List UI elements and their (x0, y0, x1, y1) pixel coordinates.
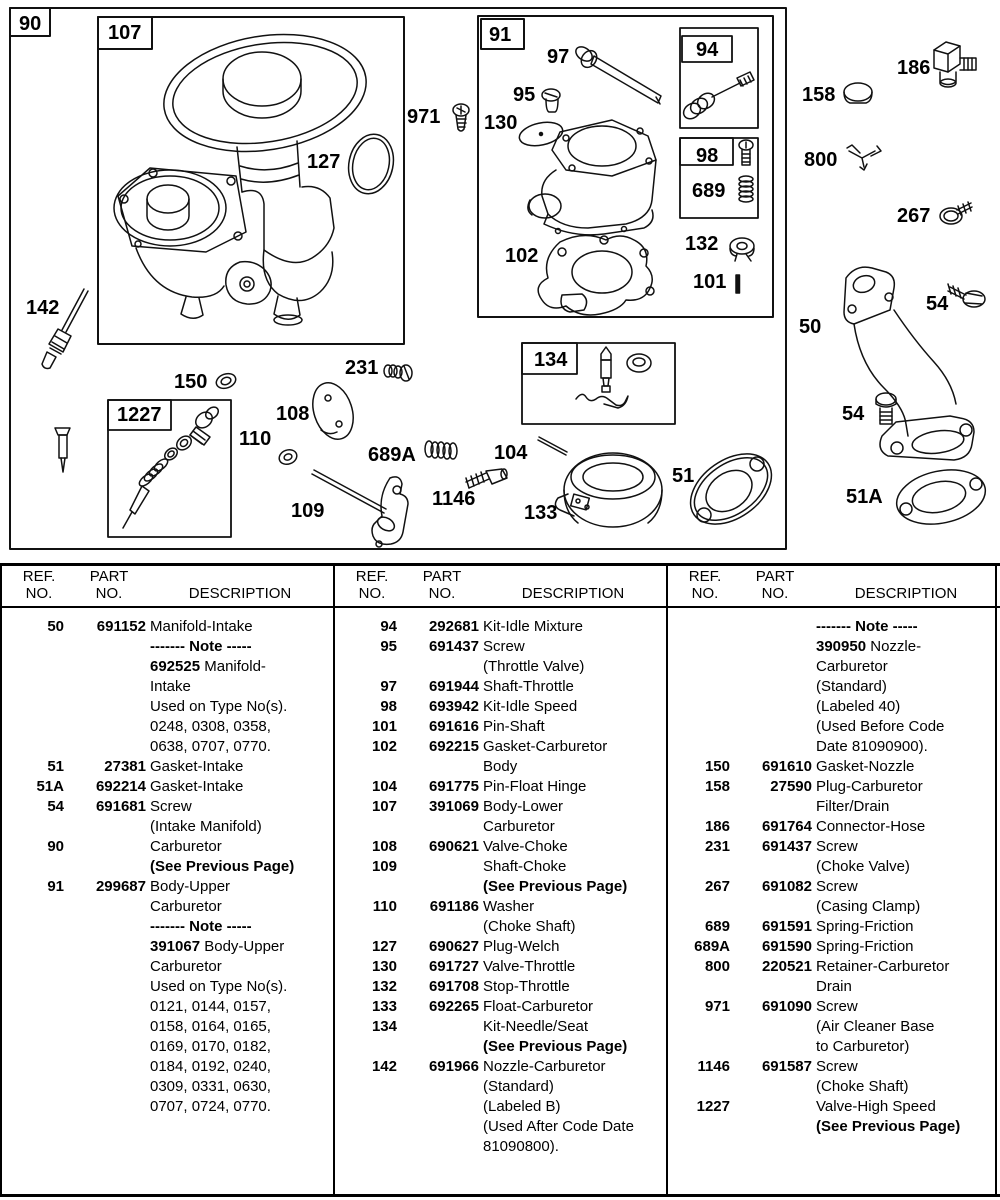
column-header-part-no: NO. (428, 585, 456, 602)
description-cell: 0169, 0170, 0182, (150, 1038, 271, 1055)
part-art-shaft-throttle-97 (573, 44, 661, 104)
part-no-cell: 691186 (429, 898, 479, 915)
ref-no-cell: 133 (371, 998, 397, 1015)
column-header-ref-no: NO. (25, 585, 53, 602)
description-cell: Connector-Hose (816, 818, 926, 835)
ref-no-cell: 142 (371, 1058, 397, 1075)
description-cell: (See Previous Page) (816, 1118, 961, 1135)
part-art-needle-valve (55, 428, 70, 472)
description-cell: 0309, 0331, 0630, (150, 1078, 271, 1095)
part-no-cell: 690627 (428, 938, 479, 955)
group-box-90 (10, 8, 786, 549)
description-cell: Gasket-Intake (150, 778, 244, 795)
part-art-connector-hose-186 (934, 42, 976, 87)
description-cell: 0707, 0724, 0770. (150, 1098, 271, 1115)
description-cell: (Labeled 40) (816, 698, 901, 715)
description-cell: Screw (816, 878, 858, 895)
column-header-description: DESCRIPTION (188, 585, 292, 602)
description-cell: Plug-Carburetor (816, 778, 923, 795)
description-cell: 0121, 0144, 0157, (150, 998, 271, 1015)
part-art-valve-throttle-130 (517, 119, 565, 150)
ref-no-cell: 800 (704, 958, 730, 975)
part-callout-158: 158 (802, 84, 836, 106)
part-no-cell: 691591 (761, 918, 812, 935)
part-callout-130: 130 (484, 112, 518, 134)
ref-no-cell: 90 (47, 838, 64, 855)
table-divider-2 (666, 563, 668, 1197)
description-cell: Carburetor (150, 958, 222, 975)
part-no-cell: 691775 (428, 778, 479, 795)
column-header-ref: REF. (22, 568, 56, 585)
column-header-part: PART (755, 568, 795, 585)
description-cell: Nozzle-Carburetor (483, 1058, 606, 1075)
description-cell: Shaft-Throttle (483, 678, 574, 695)
part-art-plug-158 (844, 83, 872, 103)
part-art-kit-idle-mixture-94 (681, 72, 754, 122)
part-callout-104: 104 (494, 442, 528, 464)
description-cell: (Choke Valve) (816, 858, 910, 875)
description-cell: (Labeled B) (483, 1098, 561, 1115)
description-cell: (Used After Code Date (483, 1118, 634, 1135)
part-no-cell: 292681 (428, 618, 479, 635)
part-callout-267: 267 (897, 205, 931, 227)
description-cell: (Choke Shaft) (483, 918, 576, 935)
ref-no-cell: 150 (704, 758, 730, 775)
description-cell: Used on Type No(s). (150, 978, 288, 995)
description-cell: Spring-Friction (816, 918, 914, 935)
description-cell: Float-Carburetor (483, 998, 594, 1015)
description-cell: Filter/Drain (816, 798, 890, 815)
description-cell: Stop-Throttle (483, 978, 570, 995)
part-callout-132: 132 (685, 233, 719, 255)
ref-no-cell: 109 (371, 858, 397, 875)
description-cell: Screw (150, 798, 192, 815)
part-no-cell: 691966 (428, 1058, 479, 1075)
part-art-screw-231 (384, 365, 412, 381)
description-cell: Screw (816, 1058, 858, 1075)
description-cell: Gasket-Nozzle (816, 758, 915, 775)
group-box-94 (680, 28, 758, 128)
part-callout-689: 689 (692, 180, 726, 202)
description-cell: Shaft-Choke (483, 858, 567, 875)
table-header-underline (0, 606, 1000, 608)
description-cell: ------- Note ----- (150, 918, 252, 935)
ref-no-cell: 54 (47, 798, 64, 815)
part-callout-133: 133 (524, 502, 558, 524)
part-no-cell: 691437 (428, 638, 479, 655)
description-cell: Gasket-Intake (150, 758, 244, 775)
column-header-part-no: NO. (761, 585, 789, 602)
part-no-cell: 691681 (95, 798, 146, 815)
part-no-cell: 691944 (428, 678, 479, 695)
part-no-cell: 691437 (761, 838, 812, 855)
description-cell: Manifold-Intake (150, 618, 253, 635)
part-callout-1146: 1146 (432, 488, 476, 510)
part-callout-142: 142 (26, 297, 60, 319)
description-cell: Drain (816, 978, 852, 995)
description-cell: (Choke Shaft) (816, 1078, 909, 1095)
part-no-cell: 27381 (104, 758, 146, 775)
part-callout-95: 95 (513, 84, 536, 106)
description-cell: ------- Note ----- (150, 638, 252, 655)
part-callout-800: 800 (804, 149, 838, 171)
table-divider-1 (333, 563, 335, 1197)
description-cell: Date 81090900). (816, 738, 928, 755)
column-header-description: DESCRIPTION (521, 585, 625, 602)
part-callout-94: 94 (696, 39, 719, 61)
description-cell: 390950 Nozzle- (816, 638, 922, 655)
column-header-ref-no: NO. (358, 585, 386, 602)
part-no-cell: 691152 (96, 618, 146, 635)
part-callout-150: 150 (174, 371, 208, 393)
description-cell: Kit-Idle Speed (483, 698, 578, 715)
description-cell: 391067 Body-Upper (150, 938, 285, 955)
ref-no-cell: 110 (372, 898, 397, 915)
description-cell: Body-Lower (483, 798, 564, 815)
part-no-cell: 691090 (761, 998, 812, 1015)
column-header-part: PART (89, 568, 129, 585)
part-art-screw-1146 (466, 469, 507, 488)
table-top-border (0, 563, 1000, 566)
description-cell: 692525 Manifold- (150, 658, 266, 675)
description-cell: (Throttle Valve) (483, 658, 585, 675)
part-no-cell: 691616 (428, 718, 479, 735)
description-cell: (Casing Clamp) (816, 898, 921, 915)
ref-no-cell: 107 (371, 798, 397, 815)
table-left-border (0, 563, 2, 1197)
description-cell: ------- Note ----- (816, 618, 918, 635)
description-cell: 0638, 0707, 0770. (150, 738, 271, 755)
description-cell: Carburetor (483, 818, 555, 835)
description-cell: 0248, 0308, 0358, (150, 718, 271, 735)
part-art-kit-needle-seat-134 (576, 347, 651, 408)
ref-no-cell: 108 (371, 838, 397, 855)
description-cell: Screw (816, 838, 858, 855)
description-cell: 81090800). (483, 1138, 559, 1155)
description-cell: Valve-Throttle (483, 958, 576, 975)
part-no-cell: 691082 (761, 878, 812, 895)
part-art-screw-971 (453, 104, 469, 131)
column-header-ref: REF. (355, 568, 389, 585)
part-art-screw-54-top (948, 284, 985, 307)
description-cell: (Air Cleaner Base (816, 1018, 935, 1035)
ref-no-cell: 231 (704, 838, 730, 855)
description-cell: Body (483, 758, 518, 775)
description-cell: Screw (483, 638, 525, 655)
column-header-ref: REF. (688, 568, 722, 585)
description-cell: (Intake Manifold) (150, 818, 262, 835)
description-cell: to Carburetor) (816, 1038, 910, 1055)
part-no-cell: 691708 (428, 978, 479, 995)
column-header-part: PART (422, 568, 462, 585)
part-callout-98: 98 (696, 145, 719, 167)
part-art-stop-throttle-132 (730, 238, 754, 261)
ref-no-cell: 102 (371, 738, 397, 755)
ref-no-cell: 97 (380, 678, 397, 695)
description-cell: (See Previous Page) (483, 878, 628, 895)
ref-no-cell: 104 (371, 778, 397, 795)
part-callout-91: 91 (489, 24, 512, 46)
part-callout-689a: 689A (368, 444, 416, 466)
ref-no-cell: 134 (371, 1018, 397, 1035)
description-cell: Carburetor (150, 898, 222, 915)
part-callout-102: 102 (505, 245, 539, 267)
description-cell: Intake (150, 678, 191, 695)
part-callout-51: 51 (672, 465, 695, 487)
description-cell: Body-Upper (150, 878, 231, 895)
part-no-cell: 692214 (95, 778, 146, 795)
ref-no-cell: 101 (371, 718, 397, 735)
ref-no-cell: 132 (371, 978, 397, 995)
column-header-description: DESCRIPTION (854, 585, 958, 602)
part-art-washer-110 (277, 447, 299, 466)
ref-no-cell: 158 (704, 778, 730, 795)
part-no-cell: 692265 (428, 998, 479, 1015)
description-cell: 0158, 0164, 0165, (150, 1018, 271, 1035)
part-no-cell: 691590 (761, 938, 812, 955)
part-art-float-133 (555, 453, 662, 527)
part-art-retainer-800 (847, 145, 881, 170)
description-cell: Plug-Welch (483, 938, 560, 955)
description-cell: (See Previous Page) (150, 858, 295, 875)
ref-no-cell: 689A (694, 938, 730, 955)
part-no-cell: 391069 (428, 798, 479, 815)
part-art-pin-float-hinge-104 (538, 437, 567, 455)
part-art-gasket-51 (678, 439, 785, 538)
ref-no-cell: 689 (704, 918, 730, 935)
part-no-cell: 691764 (761, 818, 812, 835)
ref-no-cell: 1146 (697, 1058, 730, 1075)
description-cell: (See Previous Page) (483, 1038, 628, 1055)
part-callout-1227: 1227 (117, 404, 162, 426)
part-art-screw-95 (542, 89, 560, 112)
part-art-body-upper-91 (528, 120, 656, 235)
part-callout-97: 97 (547, 46, 570, 68)
part-callout-108: 108 (276, 403, 310, 425)
part-callout-971: 971 (407, 106, 441, 128)
description-cell: Pin-Shaft (483, 718, 545, 735)
part-art-gasket-nozzle-150 (214, 371, 238, 391)
part-art-spring-friction-689a (425, 441, 457, 459)
part-callout-54: 54 (926, 293, 949, 315)
ref-no-cell: 50 (47, 618, 64, 635)
ref-no-cell: 127 (371, 938, 397, 955)
ref-no-cell: 51A (36, 778, 64, 795)
part-art-pin-shaft-101 (736, 275, 740, 293)
column-header-ref-no: NO. (691, 585, 719, 602)
part-no-cell: 27590 (770, 778, 812, 795)
ref-no-cell: 98 (380, 698, 397, 715)
part-callout-51a: 51A (846, 486, 883, 508)
part-callout-50: 50 (799, 316, 822, 338)
ref-no-cell: 94 (380, 618, 397, 635)
part-no-cell: 690621 (428, 838, 479, 855)
description-cell: Valve-High Speed (816, 1098, 936, 1115)
part-art-screw-267 (940, 202, 972, 224)
ref-no-cell: 971 (704, 998, 730, 1015)
exploded-diagram (0, 0, 1000, 560)
part-art-gasket-102 (538, 235, 654, 315)
description-cell: Used on Type No(s). (150, 698, 288, 715)
ref-no-cell: 51 (47, 758, 64, 775)
part-no-cell: 693942 (428, 698, 479, 715)
part-callout-110: 110 (239, 428, 272, 450)
description-cell: Washer (483, 898, 535, 915)
description-cell: Pin-Float Hinge (483, 778, 587, 795)
ref-no-cell: 130 (371, 958, 397, 975)
part-art-plug-welch-127 (343, 130, 399, 198)
ref-no-cell: 1227 (696, 1098, 730, 1115)
ref-no-cell: 267 (704, 878, 730, 895)
description-cell: (Used Before Code (816, 718, 945, 735)
part-callout-231: 231 (345, 357, 379, 379)
part-art-valve-choke-108 (306, 378, 360, 445)
part-callout-101: 101 (693, 271, 727, 293)
description-cell: Spring-Friction (816, 938, 914, 955)
description-cell: (Standard) (816, 678, 887, 695)
table-bottom-border (0, 1194, 1000, 1197)
part-callout-90: 90 (19, 13, 42, 35)
description-cell: Kit-Idle Mixture (483, 618, 584, 635)
ref-no-cell: 91 (47, 878, 64, 895)
description-cell: Gasket-Carburetor (483, 738, 608, 755)
description-cell: 0184, 0192, 0240, (150, 1058, 271, 1075)
description-cell: Kit-Needle/Seat (483, 1018, 589, 1035)
part-art-screw-98 (739, 140, 753, 165)
part-callout-127: 127 (307, 151, 341, 173)
description-cell: Valve-Choke (483, 838, 568, 855)
part-callout-186: 186 (897, 57, 931, 79)
description-cell: (Standard) (483, 1078, 554, 1095)
part-no-cell: 220521 (761, 958, 812, 975)
column-header-part-no: NO. (95, 585, 123, 602)
description-cell: Carburetor (150, 838, 222, 855)
part-art-gasket-51a (892, 462, 991, 532)
description-cell: Retainer-Carburetor (816, 958, 950, 975)
part-callout-107: 107 (108, 22, 142, 44)
part-callout-109: 109 (291, 500, 325, 522)
part-art-spring-friction-689 (739, 176, 753, 202)
part-no-cell: 691727 (428, 958, 479, 975)
part-art-shaft-choke-109 (312, 470, 408, 547)
part-callout-134: 134 (534, 349, 568, 371)
part-no-cell: 692215 (428, 738, 479, 755)
ref-no-cell: 186 (704, 818, 730, 835)
part-art-manifold-intake-50 (844, 267, 974, 460)
ref-no-cell: 95 (380, 638, 397, 655)
part-callout-54: 54 (842, 403, 865, 425)
part-no-cell: 299687 (95, 878, 146, 895)
part-no-cell: 691587 (761, 1058, 812, 1075)
part-no-cell: 691610 (761, 758, 812, 775)
description-cell: Carburetor (816, 658, 888, 675)
description-cell: Screw (816, 998, 858, 1015)
